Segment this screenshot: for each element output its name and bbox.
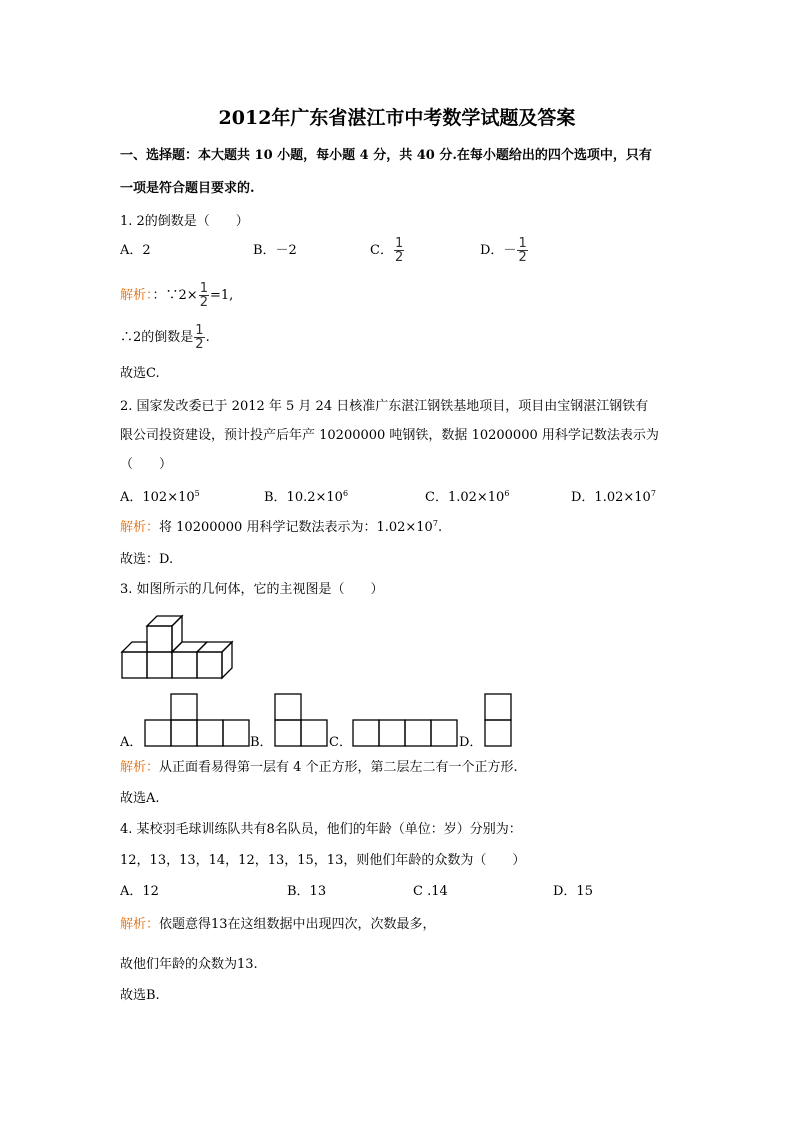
- fraction-denominator: 2: [394, 250, 404, 265]
- q1-option-d-label: D．－: [480, 243, 517, 258]
- q3-option-c: C．: [329, 735, 352, 750]
- q2-stem-line3: （ ）: [120, 457, 173, 472]
- q4-stem-line1: 4. 某校羽毛球训练队共有8名队员，他们的年龄（单位：岁）分别为：: [120, 822, 522, 837]
- q3-option-a: A．: [120, 735, 143, 750]
- q4-option-c: C .14: [413, 884, 448, 899]
- q1-answer: 故选C.: [120, 366, 160, 381]
- q2-option-a-exponent: 5: [194, 489, 200, 498]
- fraction-numerator: 1: [394, 236, 404, 251]
- q4-analysis-line2: 故他们年龄的众数为13.: [120, 957, 258, 972]
- q1-line2-post: .: [205, 330, 210, 345]
- q1-option-c-label: C．: [370, 243, 393, 258]
- analysis-label: 解析：: [120, 760, 160, 775]
- q3-option-d: D．: [459, 735, 483, 750]
- q2-answer: 故选：D.: [120, 552, 174, 567]
- analysis-label: 解析：: [120, 288, 153, 303]
- q3-analysis: [120, 758, 518, 778]
- q2-stem-line2: 限公司投资建设，预计投产后年产 10200000 吨钢铁，数据 10200000 用科学记数法表示为: [120, 428, 659, 443]
- q4-option-d: D．15: [553, 884, 593, 899]
- q1-analysis-pre: ：∵2×: [152, 288, 198, 303]
- fraction-numerator: 1: [195, 323, 204, 338]
- fraction-denominator: 2: [195, 337, 204, 352]
- fraction-numerator: 1: [199, 281, 208, 296]
- q1-option-a: A．2: [120, 243, 151, 258]
- q1-line2-pre: ∴2的倒数是: [120, 330, 194, 345]
- fraction-denominator: 2: [518, 250, 527, 265]
- q4-stem-line2: 12，13，13，14，12，13，15，13，则他们年龄的众数为（ ）: [120, 853, 526, 868]
- q2-stem-line1: 2. 国家发改委已于 2012 年 5 月 24 日核准广东湛江钢铁基地项目，项目由宝钢湛江钢铁有: [120, 399, 649, 414]
- q4-analysis: [120, 915, 436, 935]
- q4-analysis-text: 依题意得13在这组数据中出现四次，次数最多，: [159, 917, 436, 932]
- q2-analysis-exponent: 7: [432, 519, 438, 528]
- q2-option-b-base: B．10.2×10: [264, 490, 343, 505]
- fraction-denominator: 2: [199, 295, 208, 310]
- q2-option-c-base: C．1.02×10: [425, 490, 505, 505]
- q2-option-b-exponent: 6: [342, 489, 349, 498]
- q2-analysis-end: .: [437, 520, 443, 535]
- analysis-label: 解析：: [120, 520, 160, 535]
- q2-analysis-text: 将 10200000 用科学记数法表示为：1.02×10: [159, 520, 433, 535]
- q1-stem: 1. 2的倒数是（ ）: [120, 214, 249, 229]
- q3-answer: 故选A.: [120, 791, 160, 806]
- q2-option-a-base: A．102×10: [120, 490, 195, 505]
- q3-analysis-text: 从正面看易得第一层有 4 个正方形，第二层左二有一个正方形.: [159, 760, 518, 775]
- section-heading-line2: 一项是符合题目要求的.: [120, 181, 255, 196]
- q4-option-b: B．13: [287, 884, 327, 899]
- q4-option-a: A．12: [120, 884, 159, 899]
- page-title: 2012年广东省湛江市中考数学试题及答案: [218, 107, 576, 129]
- q2-option-c-exponent: 6: [504, 489, 510, 498]
- q3-option-b: B．: [250, 735, 273, 750]
- q4-answer: 故选B.: [120, 988, 160, 1003]
- q1-option-b: B．－2: [253, 243, 297, 258]
- q1-analysis-post: =1,: [209, 288, 234, 303]
- q2-option-d-base: D．1.02×10: [571, 490, 651, 505]
- q2-option-d-exponent: 7: [650, 489, 656, 498]
- fraction-numerator: 1: [518, 236, 527, 251]
- q3-stem: 3. 如图所示的几何体，它的主视图是（ ）: [120, 582, 384, 597]
- analysis-label: 解析：: [120, 917, 160, 932]
- section-heading-line1: 一、选择题：本大题共 10 小题，每小题 4 分，共 40 分.在每小题给出的四个选项中，只有: [120, 148, 652, 163]
